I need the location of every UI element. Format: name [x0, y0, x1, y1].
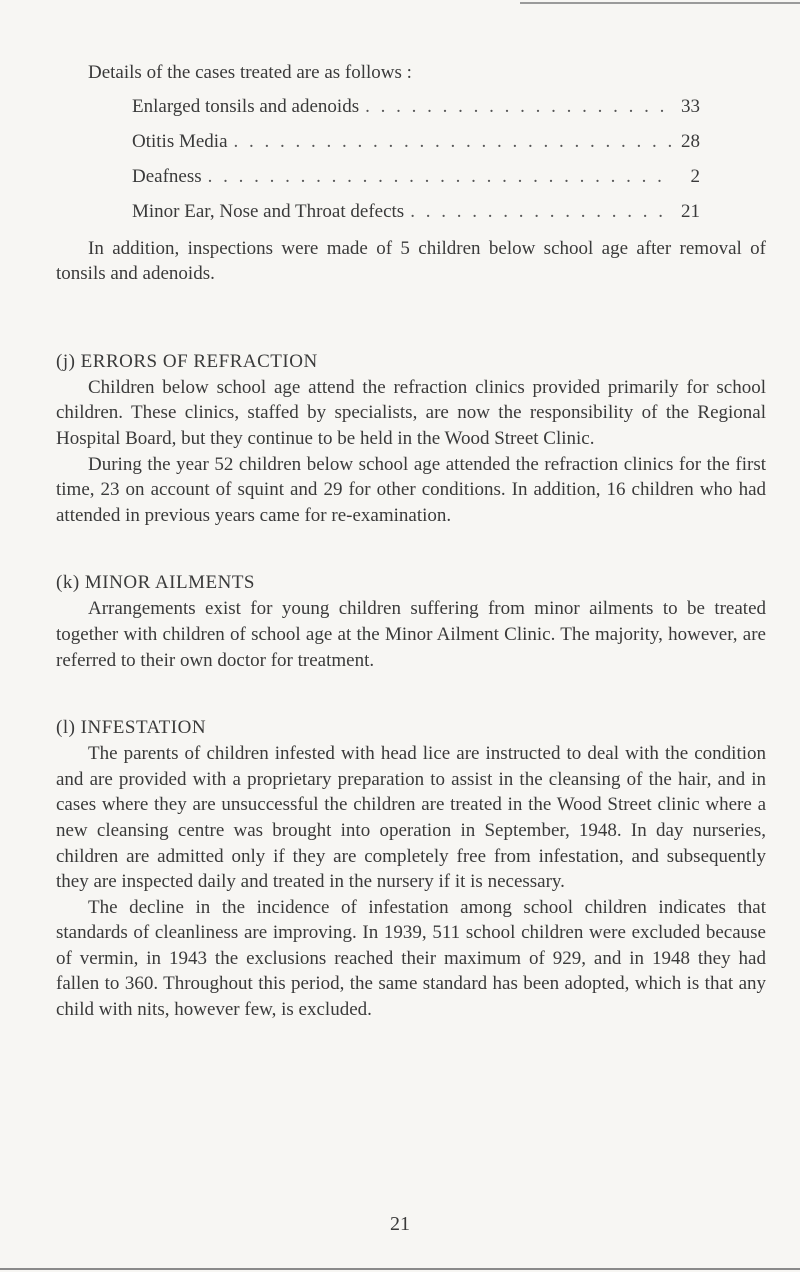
- case-value: 33: [681, 95, 700, 117]
- cases-list: [132, 96, 700, 236]
- case-label: Otitis Media: [132, 130, 228, 152]
- case-row: [132, 96, 700, 131]
- leader-dots: [410, 201, 672, 223]
- intro-text: Details of the cases treated are as follows :: [88, 62, 412, 83]
- case-row: [132, 201, 700, 236]
- case-value: 28: [681, 130, 700, 152]
- case-row: [132, 166, 700, 201]
- section-minor-ailments: [56, 570, 766, 673]
- paragraph: The decline in the incidence of infestation among school children indicates that standards of cleanliness are improving. In 1939, 511 school children were excluded because of vermin, in 1943 the exclusions reached their maximum of 929, and in 1948 they had fallen to 360. Throughout this period, the same standard has been adopted, which is that any child with nits, however few, is excluded.: [56, 896, 766, 1021]
- case-label: Minor Ear, Nose and Throat defects: [132, 200, 405, 222]
- section-heading: (j) ERRORS OF REFRACTION: [56, 350, 318, 372]
- leader-dots: [365, 96, 672, 118]
- section-heading: (l) INFESTATION: [56, 717, 207, 739]
- top-rule: [520, 2, 800, 4]
- leader-dots: [234, 131, 672, 153]
- case-row: [132, 131, 700, 166]
- paragraph: During the year 52 children below school age attended the refraction clinics for the first time, 23 on account of squint and 29 for other conditions. In addition, 16 children who had attended in previous years came for re-examination.: [56, 453, 766, 526]
- page-number: 21: [390, 1213, 410, 1235]
- case-value: 2: [690, 165, 700, 187]
- paragraph: The parents of children infested with head lice are instructed to deal with the condition and are provided with a proprietary preparation to assist in the cleansing of the hair, and in cases where they are unsuccessful the children are treated in the Wood Street clinic where a new cleansing centre was brought into operation in September, 1948. In day nurseries, children are admitted only if they are completely free from infestation, and subsequently they are inspected daily and treated in the nursery if it is necessary.: [56, 743, 766, 893]
- paragraph: Children below school age attend the refraction clinics provided primarily for school children. These clinics, staffed by specialists, are now the responsibility of the Regional Hospital Board, but they continue to be held in the Wood Street Clinic.: [56, 376, 766, 449]
- document-page: [56, 60, 766, 1023]
- case-label: Deafness: [132, 165, 202, 187]
- inspections-paragraph: In addition, inspections were made of 5 children below school age after removal of tonsils and adenoids.: [56, 237, 766, 285]
- case-label: Enlarged tonsils and adenoids: [132, 95, 360, 117]
- paragraph: Arrangements exist for young children suffering from minor ailments to be treated together with children of school age at the Minor Ailment Clinic. The majority, however, are referred to their own doctor for treatment.: [56, 598, 766, 671]
- section-heading: (k) MINOR AILMENTS: [56, 572, 255, 594]
- section-infestation: [56, 715, 766, 1023]
- bottom-rule: [0, 1268, 800, 1270]
- section-errors-of-refraction: [56, 349, 766, 529]
- case-value: 21: [681, 200, 700, 222]
- leader-dots: [208, 166, 672, 188]
